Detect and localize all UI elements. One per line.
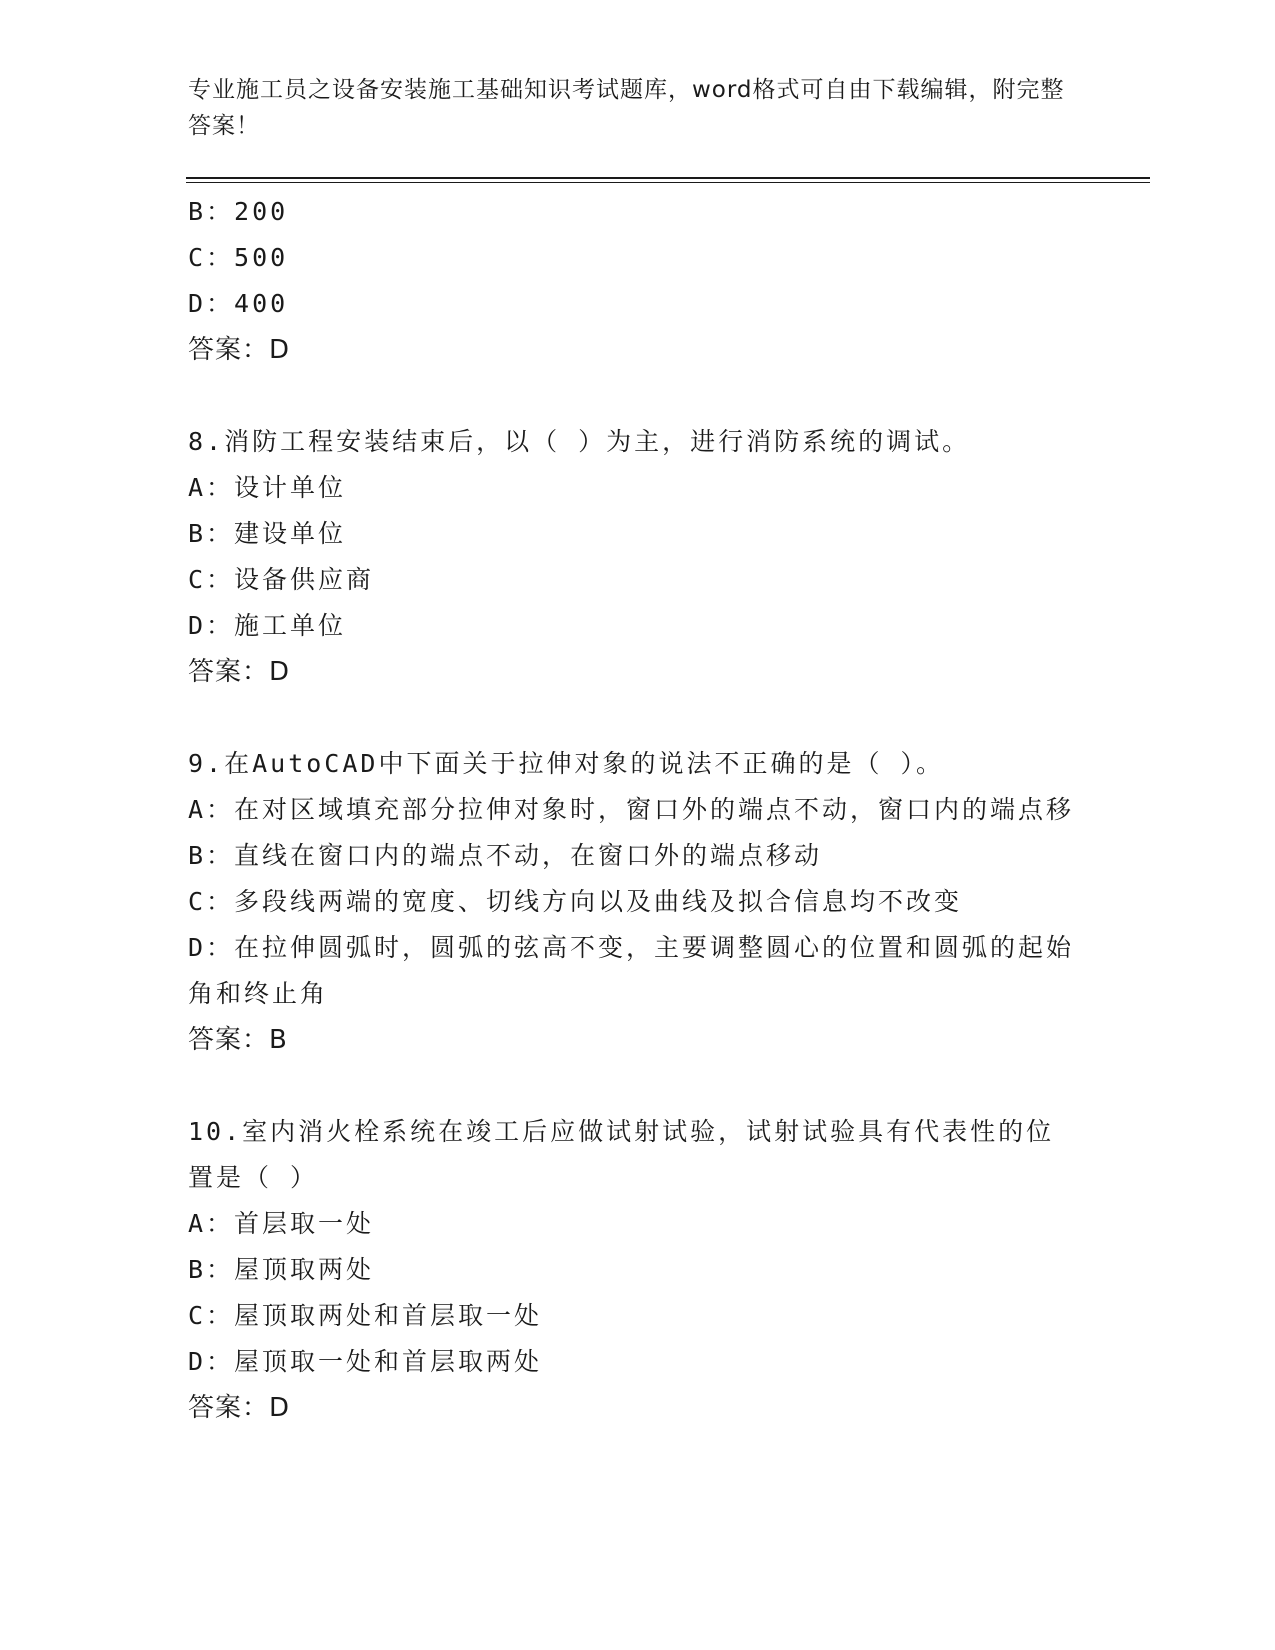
option-b: B：屋顶取两处 [188,1255,375,1284]
spacer [188,695,1078,741]
option-c: C：设备供应商 [188,565,375,594]
question-stem: 10.室内消火栓系统在竣工后应做试射试验，试射试验具有代表性的位置是（ ） [188,1117,1055,1192]
answer-line: 答案：D [188,1393,291,1423]
option-d: D：400 [188,289,289,318]
option-a: A：在对区域填充部分拉伸对象时，窗口外的端点不动，窗口内的端点移 [188,795,1075,824]
option-c: C：屋顶取两处和首层取一处 [188,1301,543,1330]
answer-line: 答案：B [188,1025,288,1055]
question-stem: 8.消防工程安装结束后，以（ ）为主，进行消防系统的调试。 [188,427,971,456]
question-stem: 9.在AutoCAD中下面关于拉伸对象的说法不正确的是（ ）。 [188,749,945,778]
spacer [188,373,1078,419]
option-d: D：屋顶取一处和首层取两处 [188,1347,543,1376]
option-b: B：200 [188,197,289,226]
header-rule-thin [186,182,1150,183]
option-c: C：多段线两端的宽度、切线方向以及曲线及拟合信息均不改变 [188,887,963,916]
option-b: B：建设单位 [188,519,347,548]
answer-line: 答案：D [188,657,291,687]
option-d: D：在拉伸圆弧时，圆弧的弦高不变，主要调整圆心的位置和圆弧的起始角和终止角 [188,933,1075,1008]
header-rule-thick [186,177,1150,179]
option-d: D：施工单位 [188,611,347,640]
question-block-8 [188,419,1078,695]
document-header: 专业施工员之设备安装施工基础知识考试题库，word格式可自由下载编辑，附完整答案！ [188,77,1065,139]
option-a: A：设计单位 [188,473,347,502]
option-c: C：500 [188,243,289,272]
question-block-continued [188,189,1078,373]
answer-line: 答案：D [188,335,291,365]
document-body [188,189,1078,1431]
option-a: A：首层取一处 [188,1209,375,1238]
question-block-9 [188,741,1078,1063]
spacer [188,1063,1078,1109]
question-block-10 [188,1109,1078,1431]
option-b: B：直线在窗口内的端点不动，在窗口外的端点移动 [188,841,823,870]
